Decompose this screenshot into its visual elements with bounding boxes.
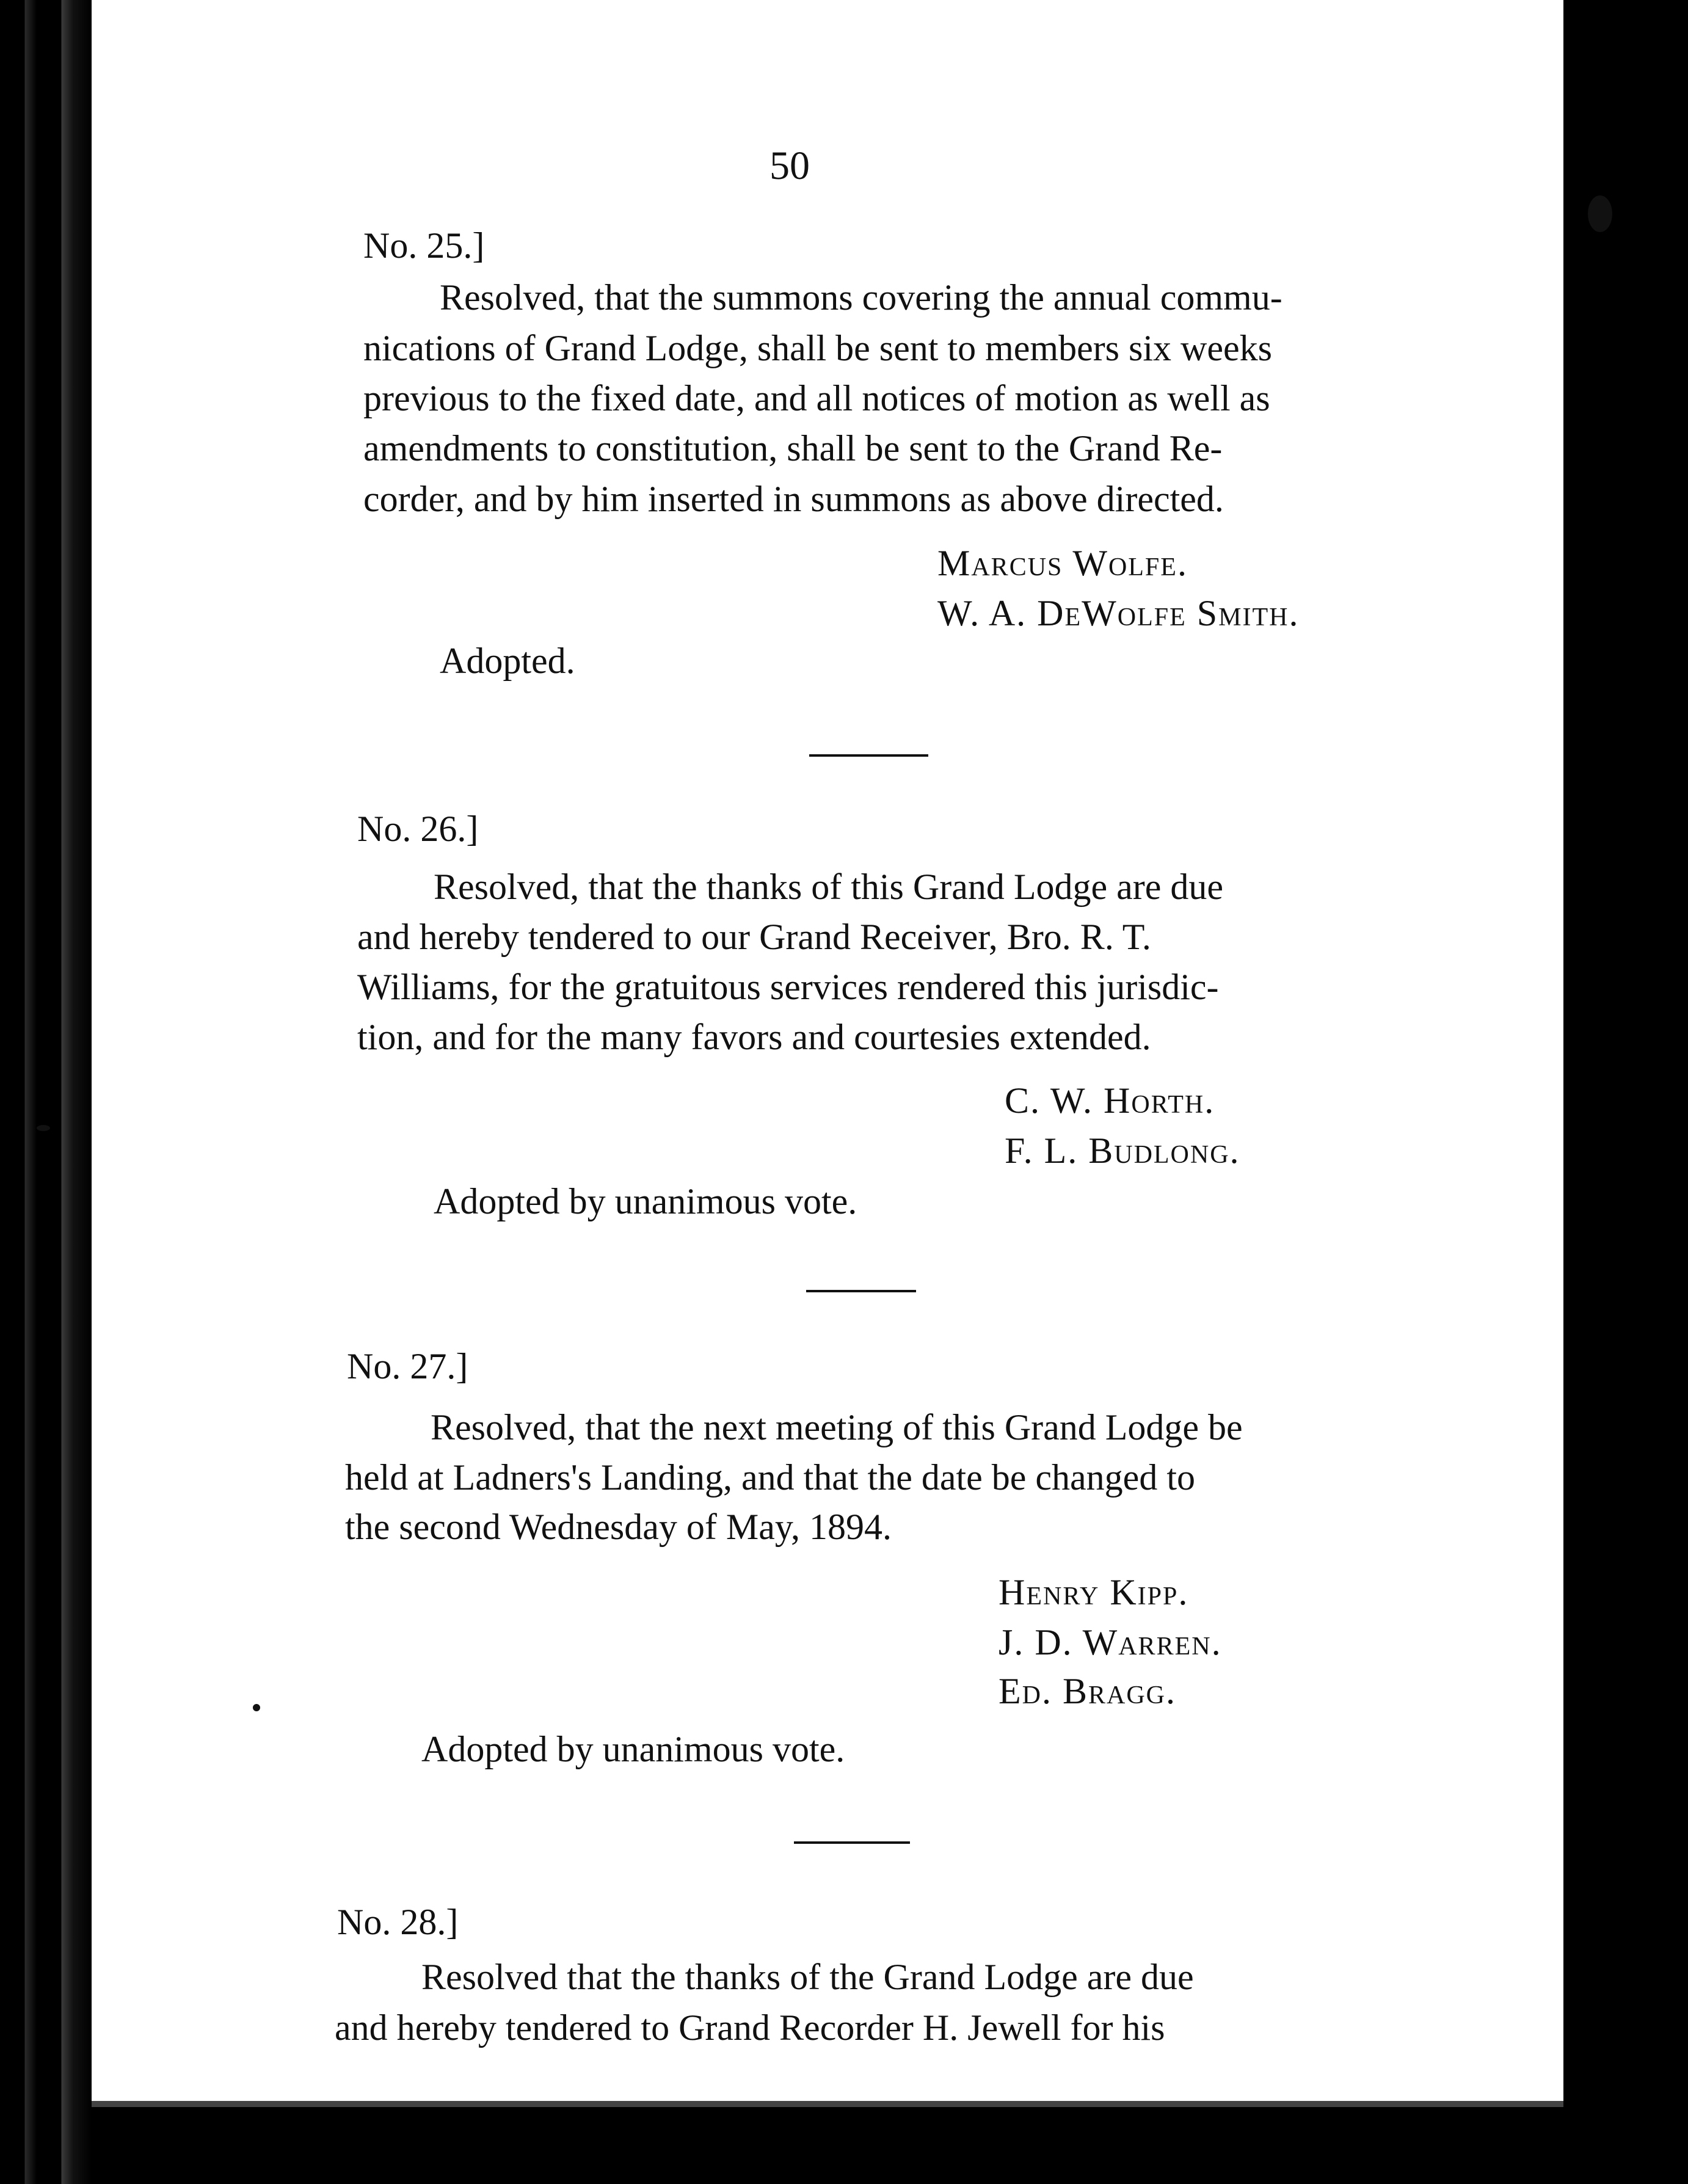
section-number: No. 25.]: [363, 225, 485, 266]
signature: Marcus Wolfe.: [937, 543, 1188, 583]
paragraph-line: Resolved that the thanks of the Grand Lodge are due: [421, 1957, 1194, 1997]
outcome: Adopted by unanimous vote.: [421, 1729, 845, 1769]
outcome: Adopted by unanimous vote.: [434, 1181, 857, 1221]
scan-speck: [37, 1125, 50, 1131]
signature: W. A. DeWolfe Smith.: [937, 593, 1300, 633]
signature: Ed. Bragg.: [999, 1671, 1177, 1711]
page-bottom-edge: [92, 2101, 1563, 2107]
paragraph-line: Resolved, that the thanks of this Grand Lodge are due: [434, 867, 1223, 907]
signature: J. D. Warren.: [999, 1622, 1222, 1662]
section-divider: [806, 1290, 916, 1292]
section-divider: [809, 754, 928, 757]
paragraph-line: amendments to constitution, shall be sent to the Grand Re-: [363, 428, 1223, 468]
paragraph-line: the second Wednesday of May, 1894.: [345, 1507, 892, 1547]
signature: C. W. Horth.: [1005, 1080, 1215, 1121]
section-number: No. 28.]: [337, 1902, 459, 1942]
page-number: 50: [769, 144, 810, 188]
paragraph-line: previous to the fixed date, and all notices of motion as well as: [363, 378, 1270, 418]
paragraph-line: nications of Grand Lodge, shall be sent to members six weeks: [363, 328, 1272, 368]
outcome: Adopted.: [440, 641, 575, 681]
paragraph-line: and hereby tendered to our Grand Receiver, Bro. R. T.: [357, 917, 1151, 957]
paragraph-line: tion, and for the many favors and courtesies extended.: [357, 1017, 1151, 1057]
scan-speck: [253, 1704, 260, 1711]
paragraph-line: Resolved, that the next meeting of this Grand Lodge be: [431, 1407, 1243, 1447]
section-divider: [794, 1841, 910, 1844]
section-number: No. 27.]: [347, 1346, 468, 1386]
signature: F. L. Budlong.: [1005, 1130, 1240, 1171]
paragraph-line: held at Ladners's Landing, and that the date be changed to: [345, 1457, 1195, 1498]
paragraph-line: and hereby tendered to Grand Recorder H. Jewell for his: [335, 2007, 1165, 2048]
scan-left-edge: [0, 0, 92, 2184]
paragraph-line: corder, and by him inserted in summons as above directed.: [363, 479, 1224, 519]
paragraph-line: Resolved, that the summons covering the annual commu-: [440, 277, 1282, 318]
scan-right-edge: [1563, 0, 1688, 2184]
signature: Henry Kipp.: [999, 1572, 1189, 1612]
section-number: No. 26.]: [357, 809, 479, 849]
paragraph-line: Williams, for the gratuitous services rendered this jurisdic-: [357, 967, 1219, 1007]
binding-mark: [1588, 195, 1612, 232]
